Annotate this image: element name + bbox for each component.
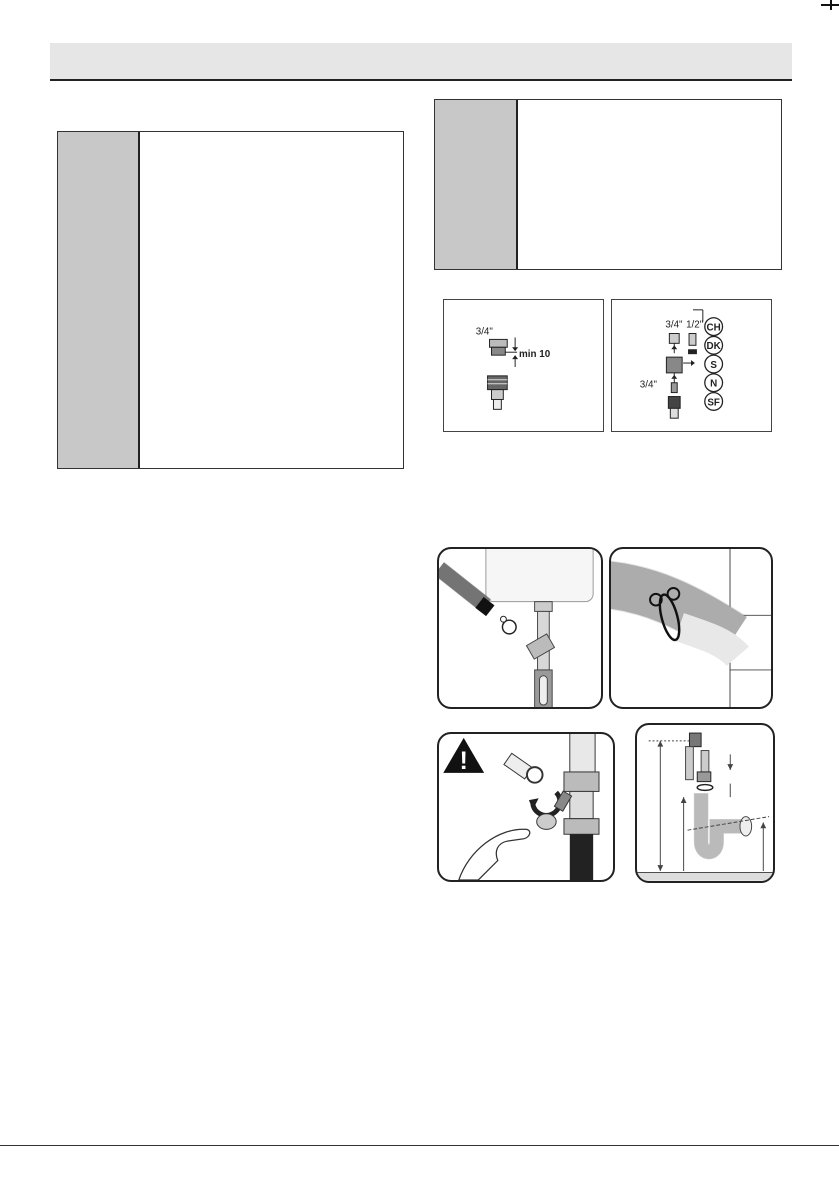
min-gap-label: min 10 bbox=[519, 349, 551, 361]
footer-rule bbox=[0, 1145, 839, 1146]
figure-siphon-height bbox=[635, 723, 775, 883]
section-header-band bbox=[50, 43, 792, 81]
note-box-right-sidebar bbox=[435, 100, 518, 269]
adapter-top-left-label: 3/4" bbox=[665, 319, 683, 331]
figure-hose-clamp bbox=[609, 547, 773, 709]
country-code-ch-icon bbox=[705, 318, 723, 336]
warning-triangle-icon bbox=[443, 738, 484, 775]
country-code-dk-icon bbox=[705, 336, 723, 354]
country-code-s-icon bbox=[705, 355, 723, 373]
country-code-n-icon bbox=[705, 374, 723, 392]
figure-hose-gap bbox=[443, 299, 604, 432]
adapter-bottom-label: 3/4" bbox=[639, 379, 657, 391]
country-code-s: S bbox=[710, 359, 717, 371]
figure-remove-cap-warning bbox=[437, 732, 615, 882]
warning-symbol: ! bbox=[459, 747, 468, 776]
figure-drain-hose-sink bbox=[437, 547, 603, 709]
country-code-ch: CH bbox=[706, 322, 721, 334]
adapter-top-right-label: 1/2" bbox=[686, 319, 704, 331]
country-code-dk: DK bbox=[706, 341, 721, 353]
note-box-right bbox=[434, 99, 782, 270]
note-box-left bbox=[57, 131, 404, 469]
country-code-sf: SF bbox=[707, 397, 720, 409]
country-code-n: N bbox=[710, 378, 718, 390]
figure-adapter bbox=[611, 299, 772, 432]
note-box-left-sidebar bbox=[58, 132, 140, 468]
page-corner-mark bbox=[821, 0, 839, 10]
hose-size-label: 3/4" bbox=[475, 326, 493, 338]
country-code-sf-icon bbox=[705, 393, 723, 411]
